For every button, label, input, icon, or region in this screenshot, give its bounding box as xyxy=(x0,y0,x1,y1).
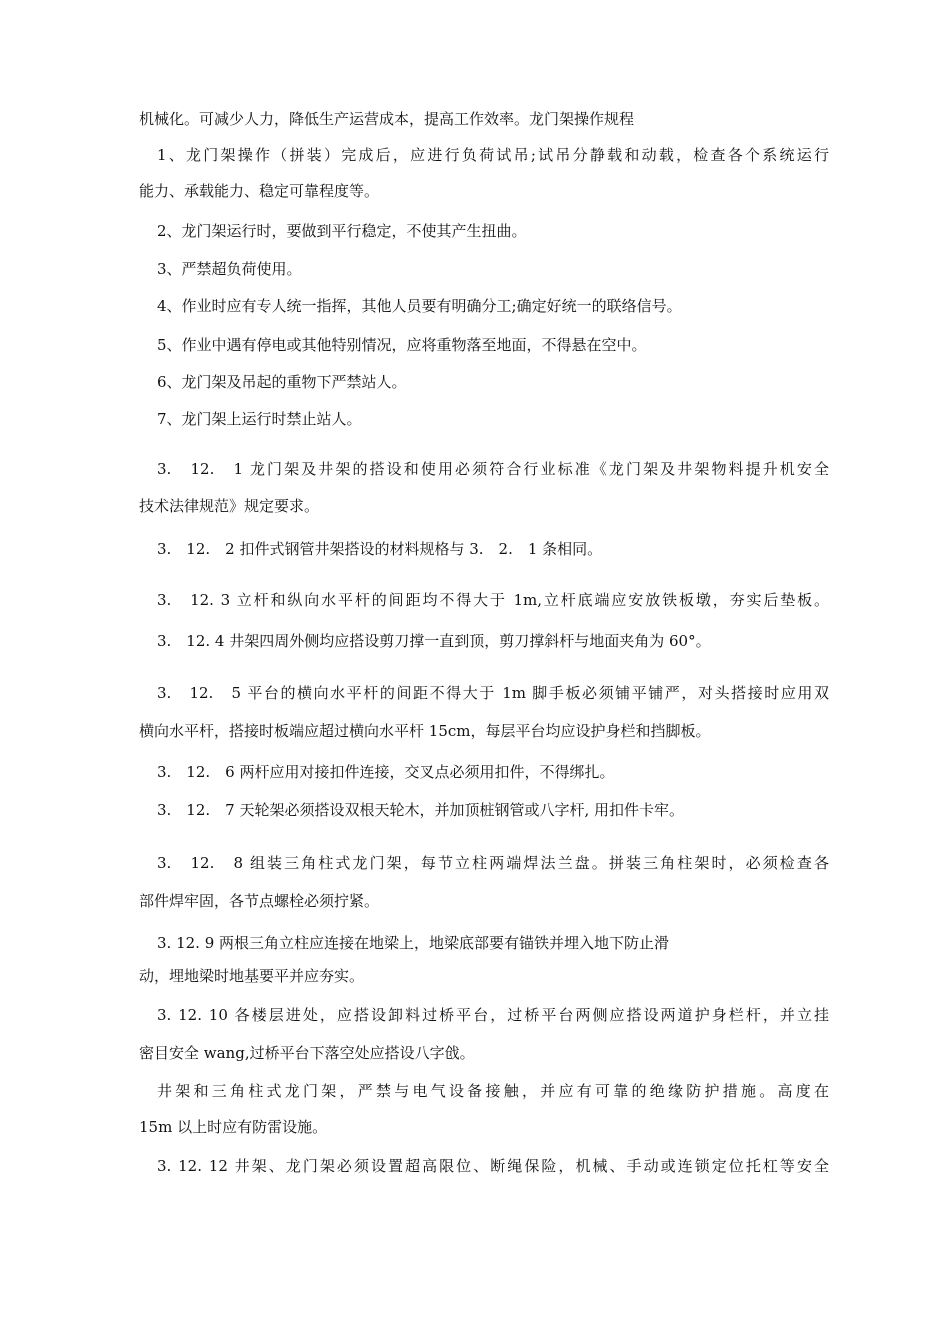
text-line: 井架和三角柱式龙门架，严禁与电气设备接触，并应有可靠的绝缘防护措施。高度在 xyxy=(157,1082,829,1100)
text-line: 3. 12. 2 扣件式钢管井架搭设的材料规格与 3. 2. 1 条相同。 xyxy=(157,540,603,558)
text-line: 3. 12. 3 立杆和纵向水平杆的间距均不得大于 1m,立杆底端应安放铁板墩，夯实后垫板。 xyxy=(157,591,829,609)
text-line: 3. 12. 1 龙门架及井架的搭设和使用必须符合行业标准《龙门架及井架物料提升机安全 xyxy=(157,460,829,478)
text-line: 3. 12. 7 天轮架必须搭设双根天轮木，并加顶桩钢管或八字杆, 用扣件卡牢。 xyxy=(157,801,685,819)
text-line: 3. 12. 5 平台的横向水平杆的间距不得大于 1m 脚手板必须铺平铺严，对头搭接时应用双 xyxy=(157,684,829,702)
text-line: 横向水平杆，搭接时板端应超过横向水平杆 15cm，每层平台均应设护身栏和挡脚板。 xyxy=(139,722,711,740)
text-line: 5、作业中遇有停电或其他特别情况，应将重物落至地面，不得悬在空中。 xyxy=(157,336,647,354)
text-line: 4、作业时应有专人统一指挥，其他人员要有明确分工;确定好统一的联络信号。 xyxy=(157,297,682,315)
text-line: 3. 12. 10 各楼层进处，应搭设卸料过桥平台，过桥平台两侧应搭设两道护身栏杆，并立挂 xyxy=(157,1006,829,1024)
text-line: 3. 12. 4 井架四周外侧均应搭设剪刀撑一直到顶，剪刀撑斜杆与地面夹角为 60°。 xyxy=(157,632,711,650)
text-line: 1、龙门架操作（拼装）完成后，应进行负荷试吊;试吊分静载和动载，检查各个系统运行 xyxy=(157,146,829,164)
text-line: 7、龙门架上运行时禁止站人。 xyxy=(157,410,362,428)
text-line: 2、龙门架运行时，要做到平行稳定，不使其产生扭曲。 xyxy=(157,222,527,240)
text-line: 3、严禁超负荷使用。 xyxy=(157,260,302,278)
text-line: 15m 以上时应有防雷设施。 xyxy=(139,1118,328,1136)
text-line: 技术法律规范》规定要求。 xyxy=(139,497,320,515)
text-line: 密目安全 wang,过桥平台下落空处应搭设八字戗。 xyxy=(139,1044,475,1062)
text-line: 3. 12. 6 两杆应用对接扣件连接，交叉点必须用扣件，不得绑扎。 xyxy=(157,763,615,781)
text-line: 6、龙门架及吊起的重物下严禁站人。 xyxy=(157,373,407,391)
text-line: 3. 12. 9 两根三角立柱应连接在地梁上，地梁底部要有锚铁并埋入地下防止滑 xyxy=(157,934,670,952)
text-line: 部件焊牢固，各节点螺栓必须拧紧。 xyxy=(139,892,380,910)
text-line: 3. 12. 8 组装三角柱式龙门架，每节立柱两端焊法兰盘。拼装三角柱架时，必须检查各 xyxy=(157,854,829,872)
text-line: 3. 12. 12 井架、龙门架必须设置超高限位、断绳保险，机械、手动或连锁定位托杠等安全 xyxy=(157,1157,829,1175)
text-line: 能力、承载能力、稳定可靠程度等。 xyxy=(139,182,380,200)
text-line: 机械化。可减少人力，降低生产运营成本，提高工作效率。龙门架操作规程 xyxy=(139,110,635,128)
text-line: 动，埋地梁时地基要平并应夯实。 xyxy=(139,967,365,985)
